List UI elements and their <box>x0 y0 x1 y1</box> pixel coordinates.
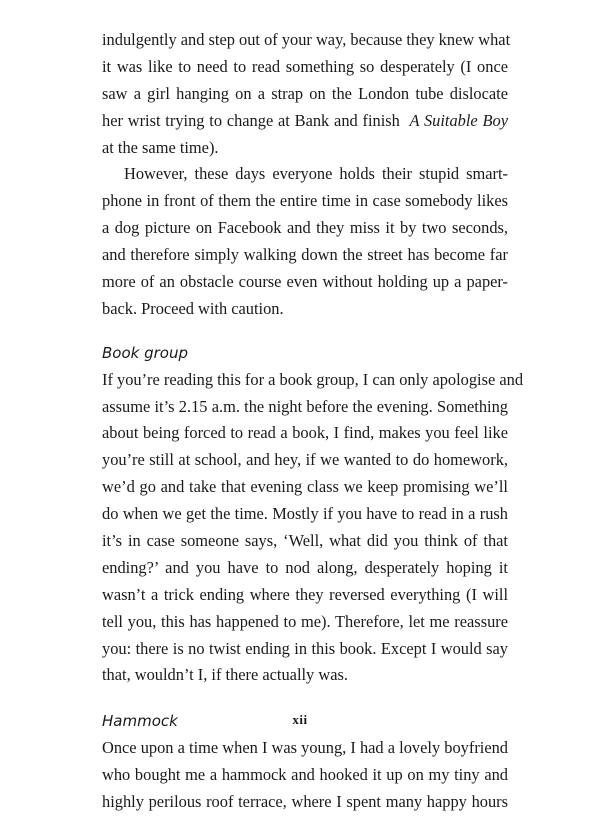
book-page <box>102 27 524 816</box>
text-line: Once upon a time when I was young, I had a lovely boyfriend <box>102 738 508 758</box>
text-line: tell you, this has happened to me). Therefore, let me reassure <box>102 611 508 631</box>
text-line: it’s in case someone says, ‘Well, what did you think of that <box>102 531 508 551</box>
section-book-group <box>102 340 524 690</box>
text-line: If you’re reading this for a book group, I can only apologise and <box>102 369 524 389</box>
text-line: However, these days everyone holds their stupid smart- <box>124 164 508 184</box>
text-line: a dog picture on Facebook and they miss it by two seconds, <box>102 218 508 238</box>
text-line: you: there is no twist ending in this book. Except I would say <box>102 638 508 658</box>
text-line: who bought me a hammock and hooked it up on my tiny and <box>102 765 508 785</box>
text-line: at the same time). <box>102 137 219 157</box>
text-line: more of an obstacle course even without holding up a paper- <box>102 272 508 292</box>
page-number: xii <box>292 712 308 727</box>
text-line: assume it’s 2.15 a.m. the night before the evening. Something <box>102 396 508 416</box>
text-line: back. Proceed with caution. <box>102 298 284 318</box>
text-line: ending?’ and you have to nod along, desperately hoping it <box>102 557 508 577</box>
text-line <box>102 108 508 135</box>
text-line: phone in front of them the entire time in case somebody likes <box>102 191 508 211</box>
text-line: that, wouldn’t I, if there actually was. <box>102 665 348 685</box>
text-line: and therefore simply walking down the street has become far <box>102 245 508 265</box>
text-line: saw a girl hanging on a strap on the London tube dislocate <box>102 83 508 103</box>
intro-paragraphs <box>102 27 511 323</box>
text-span: her wrist trying to change at Bank and finish <box>102 110 405 130</box>
text-line: do when we get the time. Mostly if you have to read in a rush <box>102 504 508 524</box>
section-heading: Book group <box>102 343 188 362</box>
text-line: wasn’t a trick ending where they reversed everything (I will <box>102 584 508 604</box>
text-line: highly perilous roof terrace, where I spent many happy hours <box>102 792 508 812</box>
text-line: we’d go and take that evening class we keep promising we’ll <box>102 477 508 497</box>
text-line: you’re still at school, and hey, if we wanted to do homework, <box>102 450 508 470</box>
text-line: it was like to need to read something so desperately (I once <box>102 56 508 76</box>
section-heading: Hammock <box>102 712 178 731</box>
text-line: indulgently and step out of your way, because they knew what <box>102 30 511 49</box>
text-line: about being forced to read a book, I find, makes you feel like <box>102 423 508 443</box>
book-title-italic: A Suitable Boy <box>409 110 508 130</box>
